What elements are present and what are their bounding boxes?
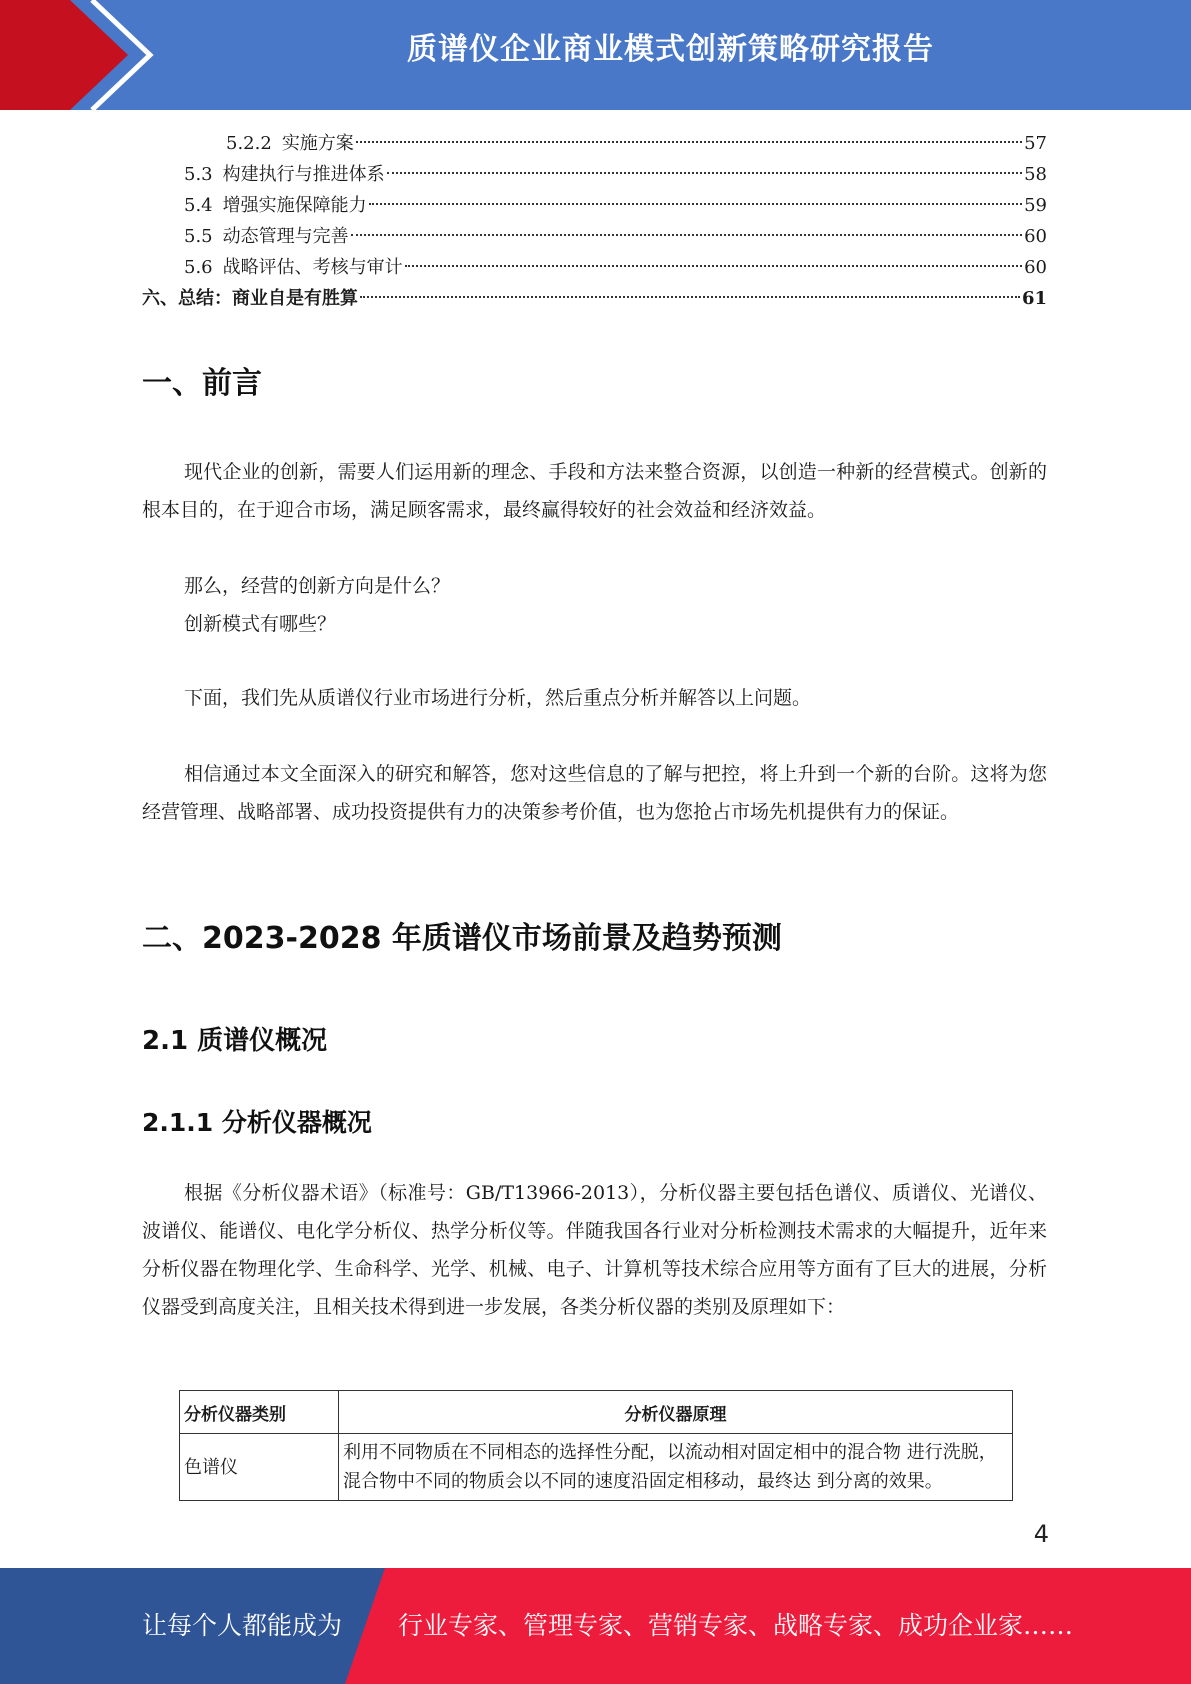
section-heading-forecast: 二、2023-2028 年质谱仪市场前景及趋势预测 xyxy=(142,921,782,956)
paragraph-question: 创新模式有哪些？ xyxy=(184,613,337,635)
toc-entry[interactable] xyxy=(142,221,1047,252)
toc-entry[interactable] xyxy=(142,128,1047,159)
toc-page: 61 xyxy=(1021,288,1047,309)
toc-label: 构建执行与推进体系 xyxy=(222,164,385,185)
toc-label: 六、总结：商业自是有胜算 xyxy=(142,288,358,309)
table-row xyxy=(180,1434,1013,1501)
page-footer xyxy=(0,1568,1191,1684)
table-header-cell: 分析仪器原理 xyxy=(339,1391,1013,1434)
toc-leader-dots xyxy=(351,234,1022,236)
paragraph: 相信通过本文全面深入的研究和解答，您对这些信息的了解与把控，将上升到一个新的台阶。这将为您经营管理、战略部署、成功投资提供有力的决策参考价值，也为您抢占市场先机提供有力的保证。 xyxy=(142,763,1047,823)
toc-leader-dots xyxy=(360,296,1020,298)
instrument-table xyxy=(179,1390,1013,1501)
toc-label: 实施方案 xyxy=(281,133,354,154)
toc-entry[interactable] xyxy=(142,159,1047,190)
toc-page: 60 xyxy=(1024,226,1047,247)
table-of-contents xyxy=(142,128,1047,314)
toc-label: 增强实施保障能力 xyxy=(222,195,367,216)
toc-page: 57 xyxy=(1024,133,1047,154)
table-header-cell: 分析仪器类别 xyxy=(180,1391,339,1434)
footer-slogan-right: 行业专家、管理专家、营销专家、战略专家、成功企业家…… xyxy=(398,1611,1074,1640)
paragraph: 现代企业的创新，需要人们运用新的理念、手段和方法来整合资源，以创造一种新的经营模式。创新的根本目的，在于迎合市场，满足顾客需求，最终赢得较好的社会效益和经济效益。 xyxy=(142,461,1047,521)
table-header-row xyxy=(180,1391,1013,1434)
toc-leader-dots xyxy=(405,265,1022,267)
subsection-heading: 2.1 质谱仪概况 xyxy=(142,1026,328,1056)
header-arrow-decoration xyxy=(0,0,160,110)
report-title: 质谱仪企业商业模式创新策略研究报告 xyxy=(407,32,934,67)
toc-number: 5.6 xyxy=(184,257,213,278)
toc-number: 5.4 xyxy=(184,195,213,216)
toc-leader-dots xyxy=(369,203,1022,205)
toc-number: 5.5 xyxy=(184,226,213,247)
toc-leader-dots xyxy=(387,172,1022,174)
toc-label: 动态管理与完善 xyxy=(222,226,349,247)
toc-number: 5.3 xyxy=(184,164,213,185)
toc-page: 60 xyxy=(1024,257,1047,278)
toc-leader-dots xyxy=(356,141,1022,143)
toc-entry[interactable] xyxy=(142,283,1047,314)
section-heading-preface: 一、前言 xyxy=(142,366,262,401)
paragraph: 根据《分析仪器术语》（标准号：GB/T13966-2013），分析仪器主要包括色谱仪、质谱仪、光谱仪、波谱仪、能谱仪、电化学分析仪、热学分析仪等。伴随我国各行业对分析检测技术需求的大幅提升，近年来分析仪器在物理化学、生命科学、光学、机械、电子、计算机等技术综合应用等方面有了巨大的进展，分析仪器受到高度关注，且相关技术得到进一步发展，各类分析仪器的类别及原理如下： xyxy=(142,1182,1047,1318)
toc-page: 59 xyxy=(1024,195,1047,216)
toc-entry[interactable] xyxy=(142,190,1047,221)
subsubsection-heading: 2.1.1 分析仪器概况 xyxy=(142,1108,372,1137)
toc-label: 战略评估、考核与审计 xyxy=(222,257,403,278)
page-header xyxy=(0,0,1191,110)
table-cell: 色谱仪 xyxy=(180,1434,339,1501)
toc-page: 58 xyxy=(1024,164,1047,185)
table-cell: 利用不同物质在不同相态的选择性分配，以流动相对固定相中的混合物 进行洗脱，混合物中不同的物质会以不同的速度沿固定相移动，最终达 到分离的效果。 xyxy=(339,1434,1013,1501)
page-number: 4 xyxy=(1033,1520,1049,1548)
page-bottom-margin xyxy=(0,1515,1191,1565)
paragraph: 下面，我们先从质谱仪行业市场进行分析，然后重点分析并解答以上问题。 xyxy=(184,687,812,709)
toc-entry[interactable] xyxy=(142,252,1047,283)
toc-number: 5.2.2 xyxy=(226,133,272,154)
footer-slogan-left: 让每个人都能成为 xyxy=(142,1611,343,1640)
paragraph-question: 那么，经营的创新方向是什么？ xyxy=(184,575,451,597)
